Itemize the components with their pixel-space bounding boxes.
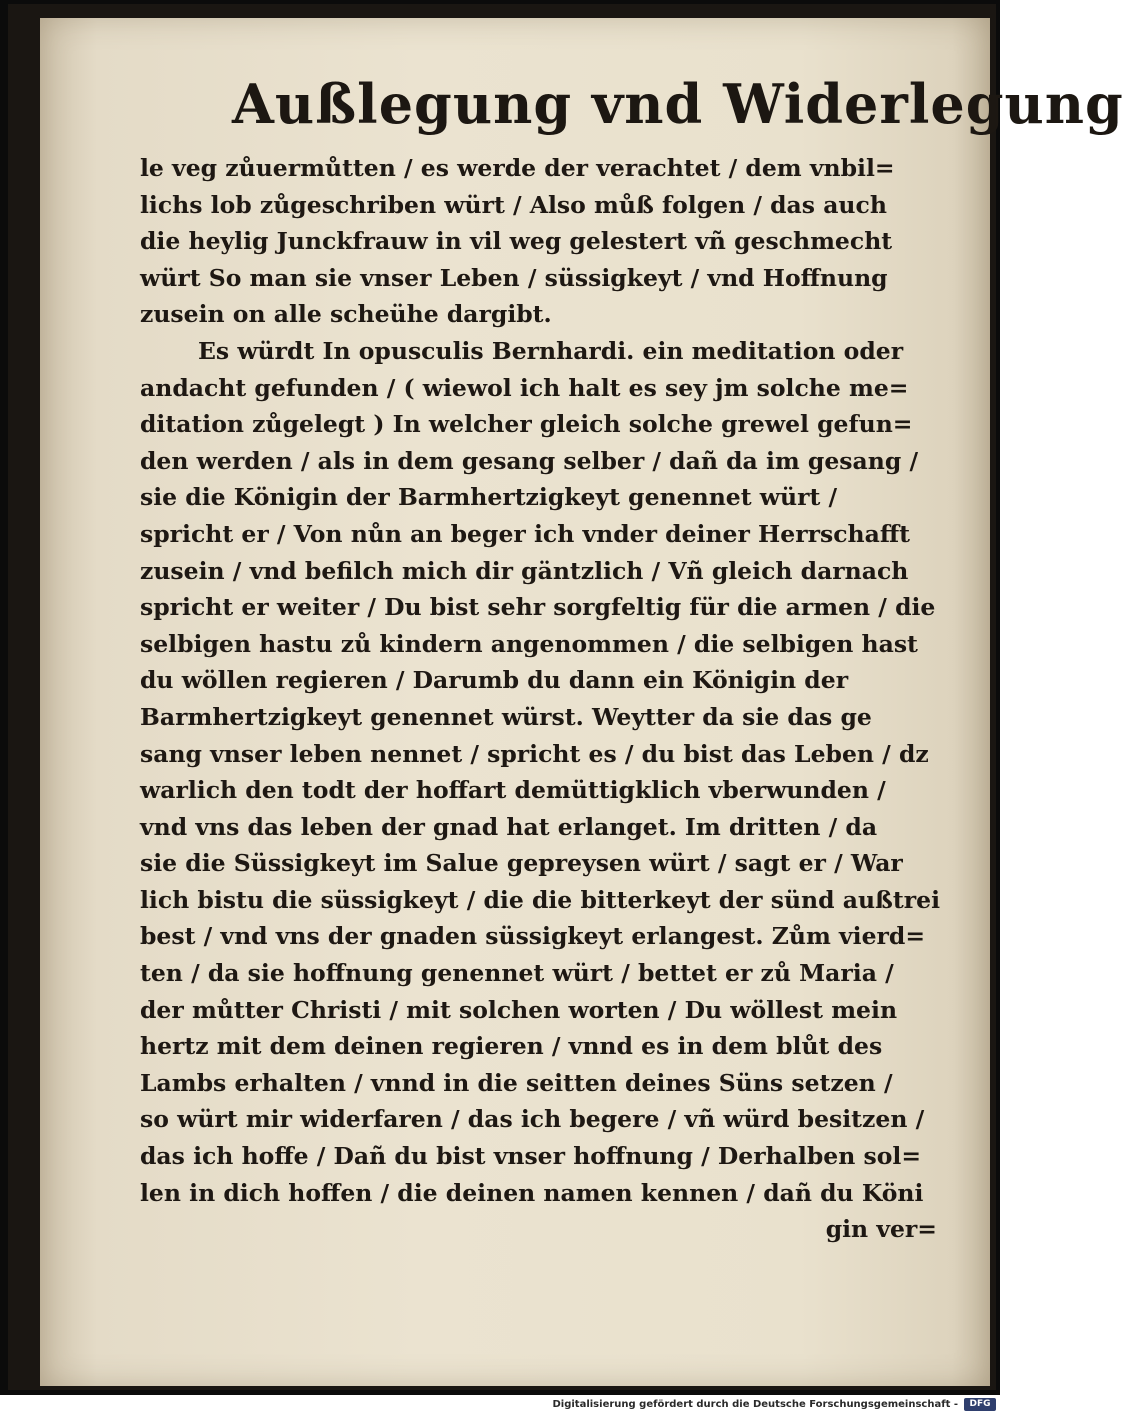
- text-line: selbigen hastu zů kindern angenommen / die selbigen hast: [140, 629, 918, 658]
- text-line: le veg zůuermůtten / es werde der verachtet / dem vnbil=: [140, 154, 895, 182]
- footer-credit: Digitalisierung gefördert durch die Deutsche Forschungsgemeinschaft -: [552, 1399, 958, 1410]
- text-line: der můtter Christi / mit solchen worten / Du wöllest mein: [140, 995, 898, 1024]
- text-line: warlich den todt der hoffart demüttigklich vberwunden /: [140, 776, 886, 805]
- text-line: die heylig Junckfrauw in vil weg gelestert vñ geschmecht: [140, 227, 893, 256]
- text-line: du wöllen regieren / Darumb du dann ein Königin der: [140, 666, 849, 695]
- text-line: vnd vns das leben der gnad hat erlanget. Im dritten / da: [140, 812, 878, 841]
- text-line: Lambs erhalten / vnnd in die seitten deines Süns setzen /: [140, 1068, 893, 1097]
- text-line: best / vnd vns der gnaden süssigkeyt erlangest. Zům vierd=: [140, 922, 926, 951]
- dfg-logo-icon: DFG: [964, 1398, 996, 1411]
- text-line: das ich hoffe / Dañ du bist vnser hoffnung / Derhalben sol=: [140, 1142, 922, 1171]
- text-line: len in dich hoffen / die deinen namen kennen / dañ du Köni: [140, 1178, 924, 1207]
- page-title: Außlegung vnd Widerlegung: [232, 72, 1124, 136]
- text-line: spricht er weiter / Du bist sehr sorgfeltig für die armen / die: [140, 593, 936, 622]
- text-line: sie die Süssigkeyt im Salue gepreysen würt / sagt er / War: [140, 849, 903, 878]
- text-line: lichs lob zůgeschriben würt / Also můß folgen / das auch: [140, 190, 887, 219]
- text-line: so würt mir widerfaren / das ich begere / vñ würd besitzen /: [140, 1105, 925, 1134]
- text-line: ditation zůgelegt ) In welcher gleich solche grewel gefun=: [140, 410, 913, 439]
- text-line: sie die Königin der Barmhertzigkeyt genennet würt /: [140, 483, 838, 512]
- body-text: [140, 150, 955, 1248]
- text-line: den werden / als in dem gesang selber / dañ da im gesang /: [140, 446, 919, 475]
- catchword-line: gin ver=: [825, 1215, 937, 1244]
- text-line: würt So man sie vnser Leben / süssigkeyt / vnd Hoffnung: [140, 263, 888, 292]
- text-line: spricht er / Von nůn an beger ich vnder deiner Herrschafft: [140, 519, 910, 548]
- text-line: zusein / vnd befilch mich dir gäntzlich / Vñ gleich darnach: [140, 556, 909, 585]
- text-line: Barmhertzigkeyt genennet würst. Weytter da sie das ge: [140, 702, 872, 731]
- text-line: lich bistu die süssigkeyt / die die bitterkeyt der sünd außtrei: [140, 885, 941, 914]
- text-line: hertz mit dem deinen regieren / vnnd es in dem blůt des: [140, 1032, 883, 1061]
- text-line: zusein on alle scheühe dargibt.: [140, 300, 552, 329]
- text-line: ten / da sie hoffnung genennet würt / bettet er zů Maria /: [140, 959, 894, 988]
- paragraph-start-line: Es würdt In opusculis Bernhardi. ein meditation oder: [198, 336, 904, 365]
- text-line: sang vnser leben nennet / spricht es / du bist das Leben / dz: [140, 739, 929, 768]
- text-line: andacht gefunden / ( wiewol ich halt es sey jm solche me=: [140, 373, 909, 402]
